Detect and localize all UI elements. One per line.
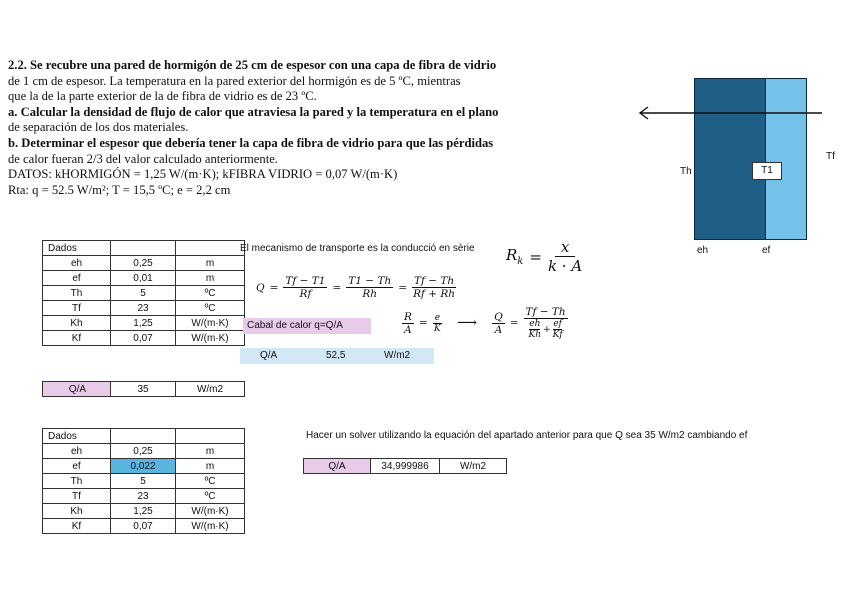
problem-line: de 1 cm de espesor. La temperatura en la pared exterior del hormigón es de 5 ºC, mientras [8, 73, 461, 88]
target-unit[interactable]: W/m2 [176, 382, 245, 397]
row-label[interactable]: Kh [43, 316, 111, 331]
row-unit[interactable]: ºC [176, 301, 245, 316]
problem-answer-line: Rta: q = 52.5 W/m²; T = 15,5 ºC; e = 2,2 cm [8, 182, 231, 197]
table-row [43, 474, 245, 489]
solver-result-label[interactable]: Q/A [304, 459, 371, 474]
eh-label: eh [697, 245, 709, 256]
row-unit[interactable]: m [176, 271, 245, 286]
row-label[interactable]: Kf [43, 331, 111, 346]
table-row [43, 271, 245, 286]
row-unit[interactable]: m [176, 459, 245, 474]
problem-statement [8, 58, 563, 198]
row-label[interactable]: Th [43, 474, 111, 489]
row-label[interactable]: Kf [43, 519, 111, 534]
target-label[interactable]: Q/A [43, 382, 111, 397]
ef-label: ef [762, 245, 771, 256]
table-header: Dados [43, 241, 111, 256]
row-unit[interactable]: W/(m·K) [176, 504, 245, 519]
table-header: Dados [43, 429, 111, 444]
rk-fraction: $\frac{x}{k \cdot A}$ [547, 238, 583, 275]
mechanism-note: El mecanismo de transporte es la conducció en sèrie [240, 243, 475, 254]
row-unit[interactable]: W/(m·K) [176, 331, 245, 346]
table-row [43, 286, 245, 301]
flux-formula: Q = $\frac{Tf - T1}{Rf}$ = $\frac{T1 - Th}{Rh}$ = $\frac{Tf - Th}{Rf + Rh}$ [256, 275, 456, 300]
table-row [43, 444, 245, 459]
problem-line: de separación de los dos materiales. [8, 120, 189, 135]
table-row [43, 256, 245, 271]
resistance-formula: $R_k$ = $\frac{x}{k \cdot A}$ [506, 238, 583, 275]
row-unit[interactable]: ºC [176, 489, 245, 504]
data-table-2 [42, 428, 245, 534]
problem-line: a. Calcular la densidad de flujo de calor que atraviesa la pared y la temperatura en el plano [8, 104, 499, 119]
table-row [43, 331, 245, 346]
table-row [43, 504, 245, 519]
row-label[interactable]: ef [43, 271, 111, 286]
problem-line: b. Determinar el espesor que debería tener la capa de fibra de vidrio para que las pérdidas [8, 135, 494, 150]
table-row [43, 489, 245, 504]
table-row [43, 459, 245, 474]
row-value[interactable]: 0,07 [111, 519, 176, 534]
implies-arrow: ⟶ [457, 315, 478, 331]
table-row [43, 316, 245, 331]
row-label[interactable]: Kh [43, 504, 111, 519]
row-value[interactable]: 0,25 [111, 256, 176, 271]
data-table-1 [42, 240, 245, 346]
row-value[interactable]: 5 [111, 474, 176, 489]
row-unit[interactable]: ºC [176, 474, 245, 489]
target-value[interactable]: 35 [111, 382, 176, 397]
heat-flow-arrow [636, 106, 826, 120]
resistance-area-formula: $\frac{R}{A}$ = $\frac{e}{K}$ ⟶ $\frac{Q}{A}$ = Tf − Th eh Kh + ef Kf [404, 306, 566, 340]
t1-label-box [752, 162, 782, 180]
problem-line: 2.2. Se recubre una pared de hormigón de 25 cm de espesor con una capa de fibra de vidrio [8, 58, 497, 72]
row-label[interactable]: eh [43, 256, 111, 271]
qa-result-value: 52,5 [326, 350, 346, 361]
target-qa-table [42, 381, 245, 397]
row-value[interactable]: 1,25 [111, 504, 176, 519]
rk-symbol: $R_k$ [506, 246, 524, 267]
problem-line: de calor fueran 2/3 del valor calculado anteriormente. [8, 151, 278, 166]
row-value[interactable]: 1,25 [111, 316, 176, 331]
row-value[interactable]: 0,01 [111, 271, 176, 286]
t1-label: T1 [761, 165, 773, 176]
cabal-label-box [243, 318, 371, 334]
row-value-selected[interactable]: 0,022 [111, 459, 176, 474]
solver-note: Hacer un solver utilizando la equación del apartado anterior para que Q sea 35 W/m2 cambiando ef [306, 430, 748, 441]
row-value[interactable]: 0,25 [111, 444, 176, 459]
concrete-layer [694, 78, 766, 240]
row-label[interactable]: ef [43, 459, 111, 474]
solver-result-unit[interactable]: W/m2 [440, 459, 507, 474]
table-row [43, 301, 245, 316]
row-label[interactable]: Tf [43, 489, 111, 504]
problem-line: que la de la parte exterior de la de fibra de vidrio es de 23 ºC. [8, 89, 317, 104]
table-row [43, 519, 245, 534]
fiberglass-layer [765, 78, 807, 240]
row-value[interactable]: 0,07 [111, 331, 176, 346]
row-value[interactable]: 5 [111, 286, 176, 301]
th-label: Th [680, 166, 692, 177]
row-value[interactable]: 23 [111, 489, 176, 504]
row-label[interactable]: Tf [43, 301, 111, 316]
row-label[interactable]: Th [43, 286, 111, 301]
row-unit[interactable]: m [176, 444, 245, 459]
row-unit[interactable]: W/(m·K) [176, 519, 245, 534]
solver-result-value[interactable]: 34,999986 [371, 459, 440, 474]
qa-result-row [240, 348, 434, 364]
tf-label: Tf [826, 151, 835, 162]
solver-result-table [303, 458, 507, 474]
cabal-label: Cabal de calor q=Q/A [247, 320, 343, 331]
row-label[interactable]: eh [43, 444, 111, 459]
row-unit[interactable]: m [176, 256, 245, 271]
wall-diagram [694, 78, 834, 244]
row-unit[interactable]: W/(m·K) [176, 316, 245, 331]
qa-result-unit: W/m2 [384, 350, 411, 361]
row-unit[interactable]: ºC [176, 286, 245, 301]
qa-result-label: Q/A [260, 350, 278, 361]
row-value[interactable]: 23 [111, 301, 176, 316]
problem-data-line: DATOS: kHORMIGÓN = 1,25 W/(m·K); kFIBRA VIDRIO = 0,07 W/(m·K) [8, 167, 398, 182]
